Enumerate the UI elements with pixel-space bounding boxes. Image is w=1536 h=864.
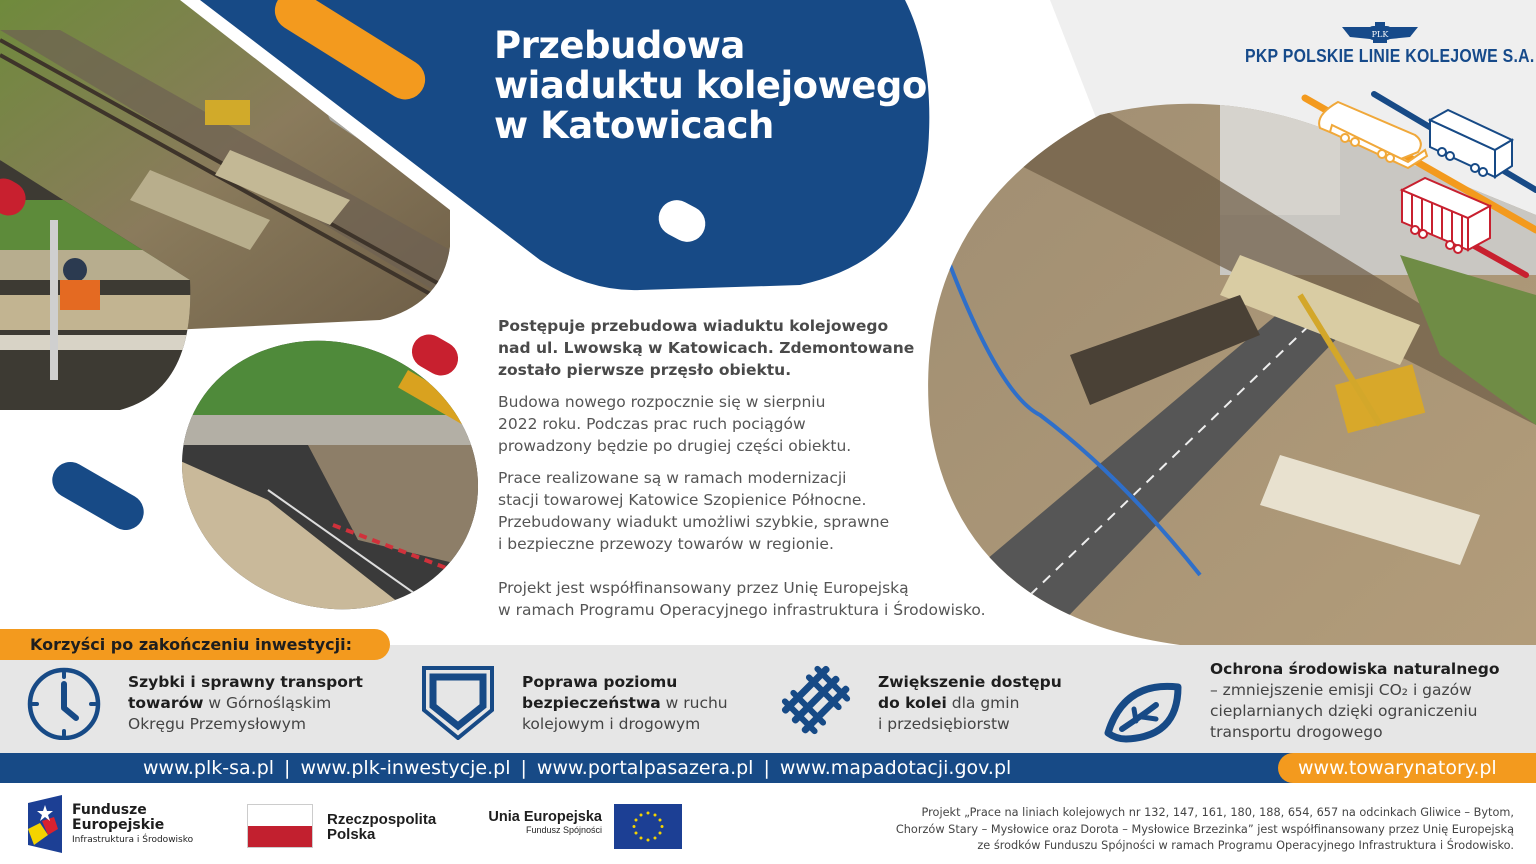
title-line: w Katowicach (494, 104, 774, 147)
note-line: ze środków Funduszu Spójności w ramach Programu Operacyjnego Infrastruktura i Środowisko. (977, 839, 1514, 852)
fundusze-europejskie-logo-icon (28, 795, 62, 853)
benefit-item (776, 660, 1062, 740)
footer (0, 783, 1536, 864)
fe-line: Europejskie (72, 817, 165, 833)
benefit-item (1102, 655, 1500, 751)
svg-text:PLK: PLK (1371, 30, 1389, 39)
article-paragraph (498, 391, 938, 457)
link-portalpasazera[interactable]: www.portalpasazera.pl (536, 757, 754, 779)
link-towarynatory[interactable]: www.towarynatory.pl (1298, 757, 1497, 779)
lead-line: nad ul. Lwowską w Katowicach. Zdemontowane (498, 339, 915, 357)
article-body (498, 315, 986, 631)
link-mapadotacji[interactable]: www.mapadotacji.gov.pl (779, 757, 1012, 779)
rp-line: Polska (327, 826, 376, 843)
note-line: Projekt „Prace na liniach kolejowych nr 132, 147, 161, 180, 188, 654, 657 na odcinkach Gliwice – Bytom, (921, 806, 1514, 819)
fe-line: Fundusze (72, 802, 147, 818)
title-line: wiaduktu kolejowego (494, 64, 927, 107)
title-line: Przebudowa (494, 24, 745, 67)
paragraph-line: prowadzony będzie po drugiej części obiektu. (498, 437, 852, 455)
highlight-link-container (1278, 753, 1536, 783)
funding-note (874, 805, 1514, 855)
benefit-item (420, 660, 728, 740)
benefit-item (26, 660, 363, 740)
benefit-text: Szybki i sprawny transport towarów w Górnośląskim Okręgu Przemysłowym (128, 673, 363, 733)
polish-flag-icon (247, 804, 313, 848)
benefit-text: Ochrona środowiska naturalnego – zmniejszenie emisji CO₂ i gazów cieplarnianych dzięki ograniczeniu transportu drogowego (1210, 660, 1500, 741)
fundusze-europejskie-text (72, 803, 193, 847)
article-lead (498, 315, 938, 381)
paragraph-line: i bezpieczne przewozy towarów w regionie. (498, 535, 834, 553)
link-plk-sa[interactable]: www.plk-sa.pl (143, 757, 275, 779)
paragraph-line: Przebudowany wiadukt umożliwi szybkie, sprawne (498, 513, 890, 531)
paragraph-line: Prace realizowane są w ramach modernizacji (498, 469, 847, 487)
rzeczpospolita-polska-text (327, 812, 436, 842)
paragraph-line: 2022 roku. Podczas prac ruch pociągów (498, 415, 806, 433)
links-list (143, 753, 1011, 783)
leaf-icon (1102, 671, 1182, 751)
freight-wagons-illustration (1290, 80, 1536, 300)
lead-line: zostało pierwsze przęsło obiektu. (498, 361, 792, 379)
separator: | (284, 757, 291, 779)
fe-line: Infrastruktura i Środowisko (72, 835, 194, 845)
article-paragraph (498, 467, 938, 555)
rp-line: Rzeczpospolita (327, 811, 437, 828)
paragraph-line: stacji towarowej Katowice Szopienice Północne. (498, 491, 867, 509)
funding-paragraph (498, 577, 986, 621)
shield-icon (420, 660, 500, 740)
paragraph-line: Projekt jest współfinansowany przez Unię Europejską (498, 579, 909, 597)
separator: | (763, 757, 770, 779)
paragraph-line: Budowa nowego rozpocznie się w sierpniu (498, 393, 826, 411)
underpass-road-photo (178, 340, 483, 610)
page-title (494, 26, 927, 146)
unia-europejska-text (484, 809, 602, 835)
clock-icon (26, 660, 106, 740)
benefits-heading: Korzyści po zakończeniu inwestycji: (0, 629, 390, 660)
rail-track-icon (776, 660, 856, 740)
eu-flag-icon (614, 804, 682, 849)
benefit-text: Poprawa poziomu bezpieczeństwa w ruchu kolejowym i drogowym (522, 673, 728, 733)
ue-line: Unia Europejska (488, 809, 602, 825)
note-line: Chorzów Stary – Mysłowice oraz Dorota – Mysłowice Brzezinka” jest współfinansowany przez Unię Europejską (895, 822, 1514, 836)
separator: | (520, 757, 527, 779)
paragraph-line: w ramach Programu Operacyjnego infrastruktura i Środowisko. (498, 601, 986, 619)
plk-emblem-icon (1340, 22, 1420, 44)
benefit-text: Zwiększenie dostępu do kolei dla gmin i przedsiębiorstw (878, 673, 1062, 733)
lead-line: Postępuje przebudowa wiaduktu kolejowego (498, 317, 889, 335)
link-plk-inwestycje[interactable]: www.plk-inwestycje.pl (300, 757, 511, 779)
company-name: PKP POLSKIE LINIE KOLEJOWE S.A. (1245, 46, 1535, 66)
ue-line: Fundusz Spójności (525, 825, 602, 835)
